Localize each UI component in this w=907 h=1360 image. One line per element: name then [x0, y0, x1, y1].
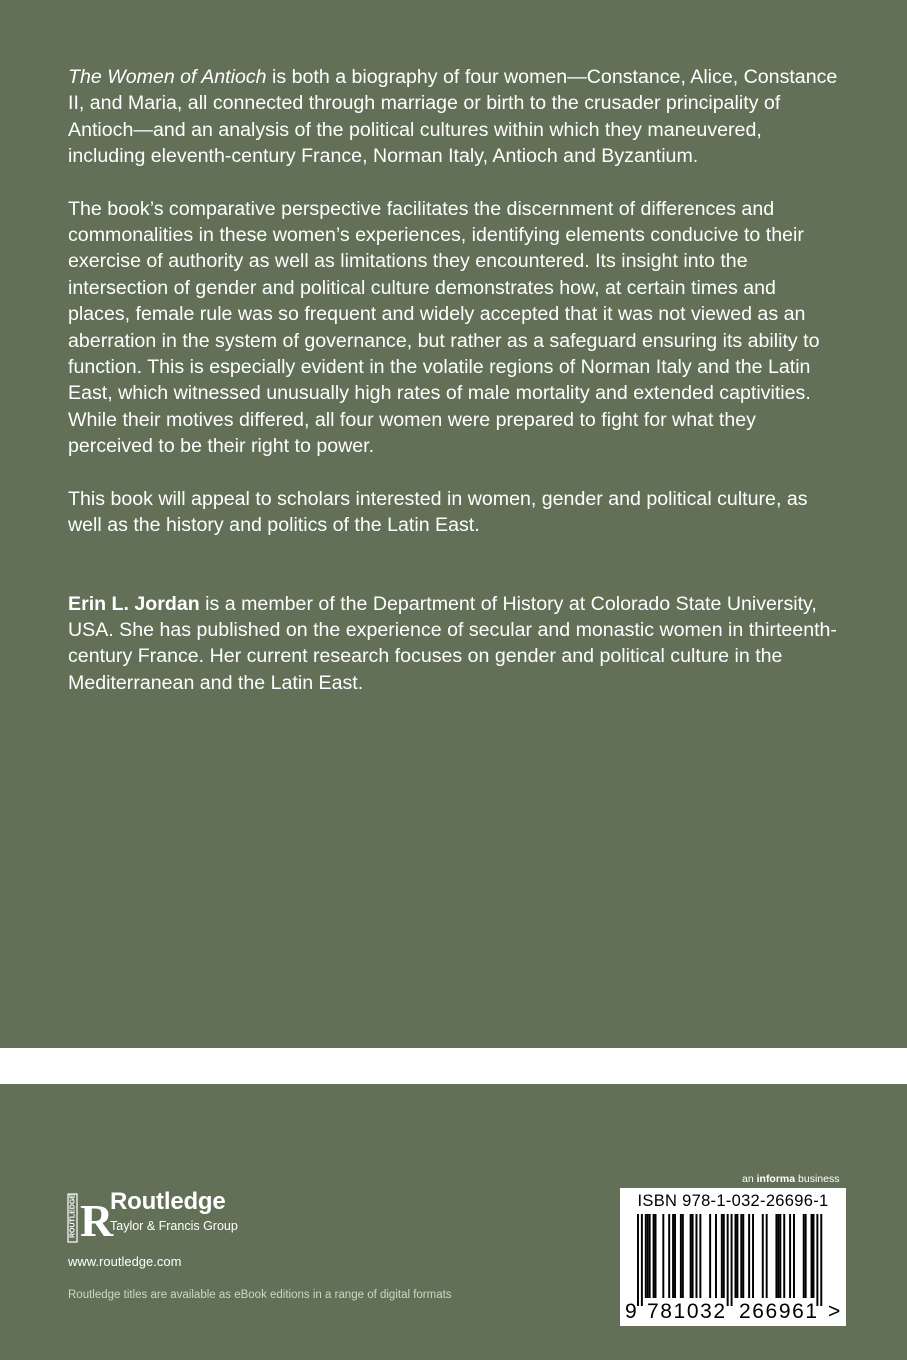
barcode-digit-first: 9	[625, 1300, 637, 1323]
barcode-bar	[779, 1214, 781, 1298]
barcode-bar	[647, 1214, 649, 1298]
barcode-bar	[721, 1214, 723, 1298]
barcode-bar	[715, 1214, 717, 1298]
white-divider-band	[0, 1048, 907, 1084]
barcode-bar	[723, 1214, 725, 1298]
barcode-digits-right: 266961	[739, 1300, 819, 1323]
routledge-logo-icon	[68, 1192, 114, 1246]
description-paragraph-1	[68, 64, 843, 170]
description-paragraph-2: The book’s comparative perspective facilitates the discernment of differences and commonalities in these women’s experiences, identifying elements conducive to their exercise of authority as well as limitations they encountered. Its insight into the intersection of gender and political culture demonstrates how, at certain times and places, female rule was so frequent and widely accepted that it was not viewed as an aberration in the system of governance, but rather as a safeguard ensuring its ability to function. This is especially evident in the volatile regions of Norman Italy and the Latin East, which witnessed unusually high rates of male mortality and extended captivities. While their motives differed, all four women were prepared to fight for what they perceived to be their right to power.	[68, 197, 820, 458]
barcode-bar	[783, 1214, 785, 1298]
barcode-bar	[655, 1214, 657, 1298]
barcode-bar	[699, 1214, 701, 1298]
logo-vertical-text: ROUTLEDGE	[69, 1194, 77, 1238]
author-bio: is a member of the Department of History at Colorado State University, USA. She has published on the experience of secular and monastic women in thirteenth-century France. Her current research focuses on gender and political culture in the Mediterranean and the Latin East.	[68, 592, 837, 694]
barcode-bar	[709, 1214, 711, 1298]
barcode-bar	[696, 1214, 698, 1298]
barcode-bar	[735, 1214, 737, 1298]
informa-suffix: business	[795, 1173, 840, 1185]
barcode-guard-bar	[637, 1214, 639, 1306]
barcode-bar	[777, 1214, 779, 1298]
barcode-bar	[789, 1214, 791, 1298]
barcode-bar	[762, 1214, 764, 1298]
barcode-bar	[752, 1214, 754, 1298]
barcode-bar	[740, 1214, 742, 1298]
publisher-website-link[interactable]: www.routledge.com	[68, 1254, 182, 1269]
audience-paragraph: This book will appeal to scholars interested in women, gender and political culture, as well as the history and politics of the Latin East.	[68, 487, 808, 537]
barcode-bar	[682, 1214, 684, 1298]
barcode-guard-bar	[816, 1214, 818, 1306]
isbn-barcode	[620, 1188, 846, 1326]
barcode-bar	[662, 1214, 664, 1298]
barcode-bar	[668, 1214, 670, 1298]
book-title: The Women of Antioch	[68, 66, 267, 88]
barcode-bar	[742, 1214, 744, 1298]
barcode-digits-left: 781032	[647, 1300, 727, 1323]
barcode-bar	[674, 1214, 676, 1298]
informa-business-tag	[742, 1173, 839, 1185]
informa-prefix: an	[742, 1173, 757, 1185]
informa-brand: informa	[756, 1173, 796, 1185]
barcode-bar	[680, 1214, 682, 1298]
publisher-block	[68, 1188, 308, 1252]
barcode-bar	[649, 1214, 651, 1298]
barcode-bar	[803, 1214, 805, 1298]
isbn-number: ISBN 978-1-032-26696-1	[637, 1192, 829, 1210]
barcode-bar	[766, 1214, 768, 1298]
barcode-guard-bar	[820, 1214, 822, 1306]
barcode-guard-bar	[727, 1214, 729, 1306]
author-bio-paragraph	[68, 591, 843, 697]
barcode-guard-bar	[731, 1214, 733, 1306]
barcode-guard-bar	[641, 1214, 643, 1306]
barcode-digits	[620, 1300, 846, 1324]
description-text-1: is both a biography of four women—Constance, Alice, Constance II, and Maria, all connected through marriage or birth to the crusader principality of Antioch—and an analysis of the political cultures within which they maneuvered, including eleventh-century France, Norman Italy, Antioch and Byzantium.	[68, 66, 838, 168]
publisher-group: Taylor & Francis Group	[110, 1219, 238, 1233]
barcode-bar	[653, 1214, 655, 1298]
author-name: Erin L. Jordan	[68, 592, 200, 615]
barcode-bar	[645, 1214, 647, 1298]
ebook-availability-note: Routledge titles are available as eBook editions in a range of digital formats	[68, 1289, 452, 1301]
barcode-bar	[692, 1214, 694, 1298]
barcode-arrow: >	[828, 1300, 841, 1323]
barcode-bar	[805, 1214, 807, 1298]
barcode-bar	[672, 1214, 674, 1298]
publisher-name: Routledge	[110, 1188, 226, 1215]
barcode-bar	[690, 1214, 692, 1298]
barcode-bar	[813, 1214, 815, 1298]
barcode-bar	[748, 1214, 750, 1298]
back-cover-blurb	[68, 64, 843, 696]
barcode-bar	[793, 1214, 795, 1298]
logo-letter: R	[80, 1195, 114, 1246]
barcode-bar	[811, 1214, 813, 1298]
barcode-bar	[736, 1214, 738, 1298]
barcode-bar	[775, 1214, 777, 1298]
